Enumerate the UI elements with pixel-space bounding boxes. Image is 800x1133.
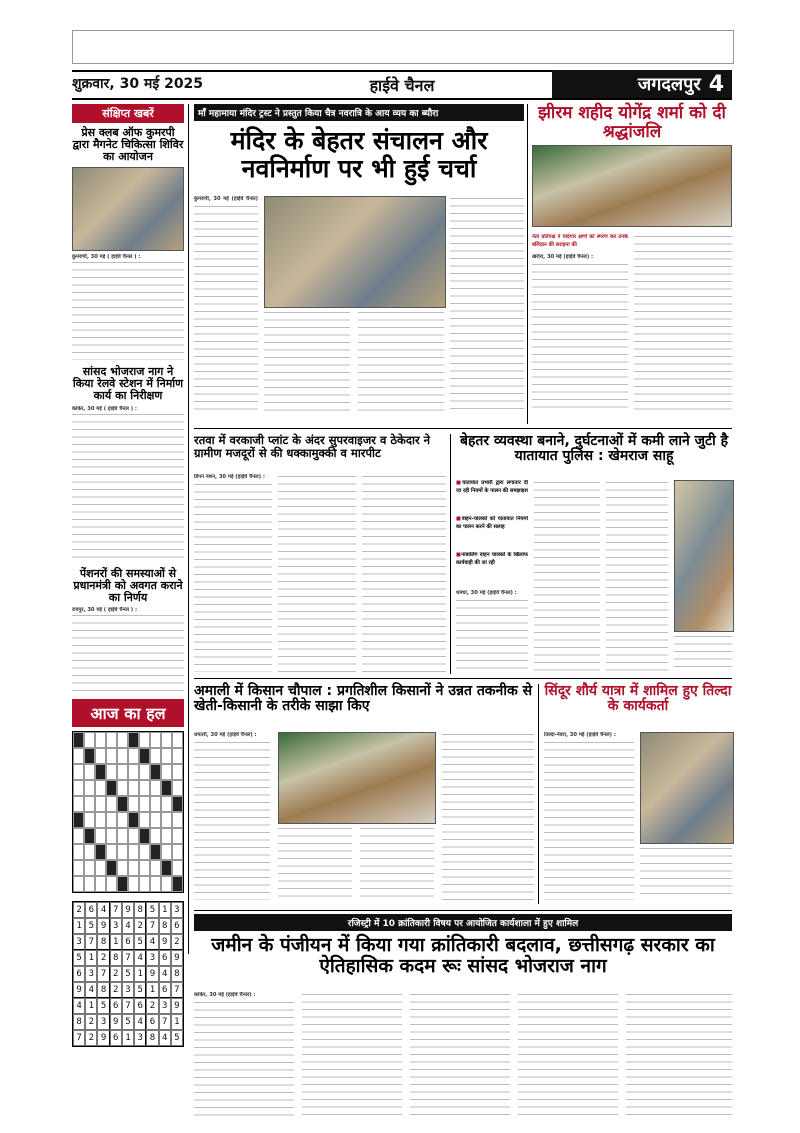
middle-right-bullet-3: ■ नाबालिग वाहन चालकों के खिलाफ कार्यवाही की जा रही — [456, 552, 528, 582]
sudoku-cell: 8 — [73, 1014, 85, 1030]
crossword-cell — [161, 876, 172, 892]
crossword-cell — [128, 764, 139, 780]
city-name: जगदलपुर — [637, 74, 701, 95]
crossword-cell — [172, 748, 183, 764]
crossword-cell — [106, 812, 117, 828]
middle-right-bullet-2: ■ वाहन-चालकों को यातायात नियमों का पालन करने की सलाह — [456, 516, 528, 546]
sudoku-cell: 9 — [110, 1014, 122, 1030]
crossword-cell — [73, 796, 84, 812]
sudoku-cell: 2 — [146, 998, 158, 1014]
crossword-cell — [128, 860, 139, 876]
crossword-cell — [84, 812, 95, 828]
story1-lead: कुमरापी, 30 मई ( हाईवे चैनल ) : — [72, 254, 141, 261]
crossword-cell — [172, 732, 183, 748]
middle-right-bullet-1: ■ यातायात प्रभारी द्वारा लगातार दी जा रही नियमों के पालन की समझाइश — [456, 480, 528, 510]
top-story-lead: कुमरापी, 30 मई (हाईवे चैनल) — [194, 196, 258, 202]
crossword-cell — [172, 764, 183, 780]
sudoku-cell: 8 — [97, 934, 109, 950]
crossword-cell — [161, 844, 172, 860]
top-story-headline: मंदिर के बेहतर संचालन और नवनिर्माण पर भी हुई चर्चा — [230, 126, 488, 183]
sudoku-cell: 9 — [146, 966, 158, 982]
crossword-cell — [117, 876, 128, 892]
crossword-cell — [150, 748, 161, 764]
crossword-cell — [150, 828, 161, 844]
sudoku-cell: 7 — [171, 982, 183, 998]
sudoku-cell: 8 — [110, 950, 122, 966]
sudoku-cell: 7 — [73, 1030, 85, 1046]
lower-left-lead: धमतरी, 30 मई (हाईवे चैनल) : — [194, 732, 257, 738]
crossword-cell — [172, 812, 183, 828]
sudoku-cell: 1 — [171, 1014, 183, 1030]
masthead: हाईवे चैनल — [369, 76, 435, 95]
crossword-cell — [95, 780, 106, 796]
sudoku-cell: 4 — [85, 982, 97, 998]
top-story-kicker: माँ महामाया मंदिर ट्रस्ट ने प्रस्तुत किया चैत्र नवरात्रि के आय व्यय का ब्यौरा — [194, 104, 524, 121]
crossword-cell — [73, 732, 84, 748]
sudoku-cell: 8 — [159, 918, 171, 934]
sudoku-cell: 7 — [122, 998, 134, 1014]
sudoku-cell: 3 — [85, 966, 97, 982]
crossword-solution — [72, 731, 184, 893]
crossword-cell — [161, 796, 172, 812]
crossword-cell — [172, 844, 183, 860]
crossword-cell — [128, 844, 139, 860]
crossword-cell — [106, 780, 117, 796]
sudoku-cell: 6 — [73, 966, 85, 982]
sudoku-cell: 2 — [85, 1030, 97, 1046]
sudoku-cell: 6 — [146, 1014, 158, 1030]
crossword-cell — [172, 876, 183, 892]
crossword-cell — [139, 860, 150, 876]
story2-title: सांसद भोजराज नाग ने किया रेलवे स्टेशन में निर्माण कार्य का निरीक्षण — [72, 365, 184, 403]
section-title: संक्षिप्त खबरें — [72, 104, 184, 123]
sudoku-cell: 2 — [85, 1014, 97, 1030]
right-top-lead: खरोरा, 30 मई (हाईवे चैनल) : — [532, 254, 594, 260]
bottom-story-lead: कांकेर, 30 मई (हाईवे चैनल) : — [194, 992, 256, 998]
sudoku-cell: 3 — [171, 902, 183, 918]
crossword-cell — [172, 860, 183, 876]
sudoku-cell: 2 — [97, 950, 109, 966]
crossword-cell — [161, 780, 172, 796]
sudoku-cell: 7 — [110, 902, 122, 918]
crossword-cell — [150, 764, 161, 780]
crossword-cell — [95, 796, 106, 812]
sudoku-cell: 4 — [122, 918, 134, 934]
crossword-cell — [139, 732, 150, 748]
sudoku-cell: 3 — [97, 1014, 109, 1030]
sudoku-solution — [72, 901, 184, 1047]
sudoku-cell: 4 — [159, 1030, 171, 1046]
story3-lead: रायपुर, 30 मई ( हाईवे चैनल ) : — [72, 606, 138, 613]
crossword-cell — [106, 876, 117, 892]
crossword-cell — [161, 764, 172, 780]
crossword-cell — [139, 876, 150, 892]
middle-right-story — [456, 434, 732, 674]
story1-body — [72, 260, 184, 360]
lower-left-story — [194, 684, 534, 904]
crossword-cell — [128, 876, 139, 892]
sudoku-cell: 5 — [146, 902, 158, 918]
crossword-cell — [128, 780, 139, 796]
sudoku-cell: 1 — [85, 998, 97, 1014]
sudoku-cell: 9 — [122, 902, 134, 918]
crossword-cell — [84, 844, 95, 860]
sudoku-cell: 8 — [171, 966, 183, 982]
crossword-cell — [172, 828, 183, 844]
crossword-cell — [172, 780, 183, 796]
middle-left-headline: रतवा में वरकाजी प्लांट के अंदर सुपरवाइजर व ठेकेदार ने ग्रामीण मजदूरों से की धक्कामुक्की व मारपीट — [194, 433, 431, 460]
sudoku-cell: 7 — [97, 966, 109, 982]
middle-left-lead: डिपन नेशन, 30 मई (हाईवे चैनल) : — [194, 474, 265, 480]
sudoku-cell: 7 — [146, 918, 158, 934]
right-top-headline: झीरम शहीद योगेंद्र शर्मा को दी श्रद्धांजलि — [538, 103, 726, 142]
bottom-story — [194, 914, 732, 1124]
sudoku-cell: 6 — [171, 918, 183, 934]
sudoku-cell: 5 — [122, 966, 134, 982]
crossword-cell — [106, 732, 117, 748]
sudoku-cell: 1 — [159, 902, 171, 918]
crossword-cell — [84, 764, 95, 780]
story2-lead: कांकेर, 30 मई ( हाईवे चैनल ) : — [72, 405, 137, 412]
sudoku-cell: 5 — [122, 1014, 134, 1030]
middle-left-story — [194, 434, 446, 674]
crossword-cell — [172, 796, 183, 812]
sudoku-cell: 6 — [122, 934, 134, 950]
city-block — [552, 70, 732, 98]
crossword-cell — [84, 732, 95, 748]
sudoku-cell: 6 — [85, 902, 97, 918]
crossword-cell — [73, 844, 84, 860]
sudoku-cell: 4 — [97, 902, 109, 918]
crossword-cell — [73, 828, 84, 844]
sudoku-cell: 4 — [73, 998, 85, 1014]
crossword-cell — [84, 860, 95, 876]
sudoku-cell: 6 — [110, 1030, 122, 1046]
crossword-cell — [106, 764, 117, 780]
crossword-cell — [117, 732, 128, 748]
crossword-cell — [95, 860, 106, 876]
crossword-cell — [117, 764, 128, 780]
story1-photo — [72, 167, 184, 251]
sudoku-cell: 1 — [85, 950, 97, 966]
crossword-cell — [106, 828, 117, 844]
story3-title: पेंशनरों की समस्याओं से प्रधानमंत्री को अवगत कराने का निर्णय — [73, 566, 183, 604]
crossword-cell — [73, 748, 84, 764]
crossword-cell — [139, 812, 150, 828]
crossword-cell — [117, 828, 128, 844]
crossword-cell — [84, 780, 95, 796]
sudoku-cell: 2 — [73, 902, 85, 918]
lower-left-headline: अमाली में किसान चौपाल : प्रगतिशील किसानों ने उन्नत तकनीक से खेती-किसानी के तरीके साझा किए — [194, 683, 533, 715]
sudoku-cell: 6 — [110, 998, 122, 1014]
sudoku-cell: 6 — [134, 998, 146, 1014]
sudoku-cell: 5 — [97, 998, 109, 1014]
top-story-photo — [264, 196, 446, 308]
crossword-cell — [150, 796, 161, 812]
right-top-story — [532, 104, 732, 424]
right-top-caption: नेता प्रतिपक्ष ने यादगार क्षणों को स्मरण कर उनके बलिदान की सराहना की — [532, 234, 628, 248]
crossword-cell — [128, 796, 139, 812]
story3-body — [72, 613, 184, 693]
crossword-cell — [73, 780, 84, 796]
sudoku-cell: 2 — [110, 982, 122, 998]
crossword-cell — [139, 828, 150, 844]
sudoku-cell: 2 — [110, 966, 122, 982]
crossword-cell — [150, 844, 161, 860]
crossword-cell — [106, 748, 117, 764]
middle-right-headline: बेहतर व्यवस्था बनाने, दुर्घटनाओं में कमी लाने जुटी है यातायात पुलिस : खेमराज साहू — [459, 433, 729, 465]
bottom-story-kicker: रजिस्ट्री में 10 क्रांतिकारी विषय पर आयोजित कार्यशाला में हुए शामिल — [194, 914, 732, 931]
crossword-cell — [128, 732, 139, 748]
middle-right-photo — [674, 480, 734, 632]
crossword-cell — [150, 780, 161, 796]
lower-right-story — [544, 684, 732, 904]
sudoku-cell: 7 — [159, 1014, 171, 1030]
sudoku-cell: 6 — [159, 950, 171, 966]
crossword-cell — [117, 748, 128, 764]
sudoku-cell: 5 — [171, 1030, 183, 1046]
page-number: 4 — [708, 71, 724, 97]
crossword-cell — [84, 828, 95, 844]
sudoku-cell: 7 — [85, 934, 97, 950]
crossword-cell — [84, 748, 95, 764]
crossword-cell — [139, 764, 150, 780]
sudoku-cell: 3 — [73, 934, 85, 950]
sudoku-cell: 4 — [134, 950, 146, 966]
crossword-cell — [106, 796, 117, 812]
puzzle-title: आज का हल — [72, 699, 184, 727]
sudoku-cell: 1 — [73, 918, 85, 934]
sudoku-cell: 1 — [134, 966, 146, 982]
sudoku-cell: 1 — [122, 1030, 134, 1046]
crossword-cell — [73, 764, 84, 780]
crossword-cell — [95, 828, 106, 844]
crossword-cell — [73, 812, 84, 828]
issue-date: शुक्रवार, 30 मई 2025 — [72, 76, 204, 92]
sudoku-cell: 5 — [73, 950, 85, 966]
story1-title: प्रेस क्लब ऑफ कुमरपी द्वारा मैगनेट चिकित्सा शिविर का आयोजन — [72, 126, 184, 164]
crossword-cell — [139, 780, 150, 796]
crossword-cell — [117, 796, 128, 812]
sudoku-cell: 6 — [159, 982, 171, 998]
sudoku-cell: 9 — [171, 950, 183, 966]
crossword-cell — [128, 828, 139, 844]
lower-right-lead: तिल्दा-नेवरा, 30 मई (हाईवे चैनल) : — [544, 732, 616, 738]
sudoku-cell: 8 — [146, 1030, 158, 1046]
crossword-cell — [128, 748, 139, 764]
sudoku-cell: 3 — [122, 982, 134, 998]
sudoku-cell: 5 — [85, 918, 97, 934]
crossword-cell — [161, 748, 172, 764]
crossword-cell — [150, 732, 161, 748]
sudoku-cell: 4 — [146, 934, 158, 950]
crossword-cell — [117, 812, 128, 828]
crossword-cell — [95, 812, 106, 828]
crossword-cell — [139, 748, 150, 764]
crossword-cell — [95, 844, 106, 860]
crossword-cell — [128, 812, 139, 828]
sudoku-cell: 1 — [110, 934, 122, 950]
sudoku-cell: 3 — [146, 950, 158, 966]
crossword-cell — [150, 860, 161, 876]
left-column — [72, 104, 184, 1043]
crossword-cell — [117, 844, 128, 860]
sudoku-cell: 3 — [134, 1030, 146, 1046]
sudoku-cell: 2 — [171, 934, 183, 950]
sudoku-cell: 5 — [134, 934, 146, 950]
crossword-cell — [106, 844, 117, 860]
crossword-cell — [117, 780, 128, 796]
middle-right-lead: धमधा, 30 मई (हाईवे चैनल) : — [456, 590, 517, 596]
top-ad-box — [72, 30, 734, 64]
crossword-cell — [161, 732, 172, 748]
sudoku-cell: 9 — [171, 998, 183, 1014]
crossword-cell — [150, 876, 161, 892]
right-top-photo — [532, 145, 732, 227]
bottom-story-headline: जमीन के पंजीयन में किया गया क्रांतिकारी बदलाव, छत्तीसगढ़ सरकार का ऐतिहासिक कदम रूः सांसद भोजराज नाग — [211, 934, 715, 977]
sudoku-cell: 9 — [97, 918, 109, 934]
crossword-cell — [106, 860, 117, 876]
crossword-cell — [139, 796, 150, 812]
sudoku-cell: 4 — [134, 1014, 146, 1030]
sudoku-cell: 9 — [159, 934, 171, 950]
lower-left-photo — [278, 732, 436, 824]
sudoku-cell: 1 — [146, 982, 158, 998]
crossword-cell — [161, 828, 172, 844]
story2-body — [72, 412, 184, 562]
crossword-cell — [95, 748, 106, 764]
lower-right-headline: सिंदूर शौर्य यात्रा में शामिल हुए तिल्दा के कार्यकर्ता — [544, 683, 732, 715]
sudoku-cell: 9 — [97, 1030, 109, 1046]
crossword-cell — [150, 812, 161, 828]
crossword-cell — [73, 876, 84, 892]
sudoku-cell: 3 — [159, 998, 171, 1014]
sudoku-cell: 5 — [134, 982, 146, 998]
sudoku-cell: 2 — [134, 918, 146, 934]
crossword-cell — [95, 764, 106, 780]
sudoku-cell: 3 — [110, 918, 122, 934]
sudoku-cell: 8 — [97, 982, 109, 998]
crossword-cell — [139, 844, 150, 860]
sudoku-cell: 7 — [122, 950, 134, 966]
crossword-cell — [73, 860, 84, 876]
crossword-cell — [84, 796, 95, 812]
crossword-cell — [84, 876, 95, 892]
crossword-cell — [95, 876, 106, 892]
lower-right-photo — [640, 732, 734, 844]
crossword-cell — [161, 812, 172, 828]
crossword-cell — [95, 732, 106, 748]
crossword-cell — [161, 860, 172, 876]
sudoku-cell: 4 — [159, 966, 171, 982]
crossword-cell — [117, 860, 128, 876]
sudoku-cell: 9 — [73, 982, 85, 998]
page-header — [72, 70, 732, 100]
sudoku-cell: 8 — [134, 902, 146, 918]
top-story — [194, 104, 524, 424]
